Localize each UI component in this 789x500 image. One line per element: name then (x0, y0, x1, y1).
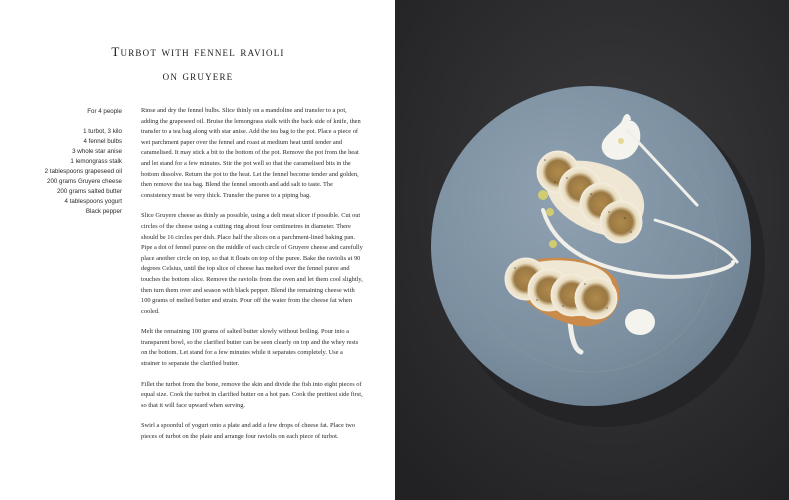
recipe-title-line-2: on gruyere (162, 68, 234, 83)
recipe-title (48, 40, 348, 88)
ingredient-item: 4 tablespoons yogurt (64, 198, 122, 205)
plate (431, 86, 751, 406)
method-paragraph: Melt the remaining 100 grams of salted butter slowly without boiling. Pour into a transparent bowl, so the clarified butter can be seen clearly on top and the whey rests on the bottom. Let stand for a few minutes while it separates completely. Use a strainer to separate the clarified butter. (141, 328, 359, 368)
method-paragraph: Fillet the turbot from the bone, remove the skin and divide the fish into eight pieces of equal size. Cook the turbot in clarified butter on a hot pan. Cook the prettiest side first, so that it will face upward when serving. (141, 380, 363, 409)
cheese-fat-drop (546, 208, 554, 216)
ingredient-item: 4 fennel bulbs (83, 138, 122, 145)
dish-photo (395, 0, 789, 500)
method-paragraph: Swirl a spoonful of yogurt onto a plate and add a few drops of cheese fat. Place two pieces of turbot on the plate and arrange four raviolis on each piece of turbot. (141, 422, 356, 441)
cheese-fat-drop (538, 190, 548, 200)
recipe-title-line-1: Turbot with fennel ravioli (111, 44, 285, 59)
method-text (141, 106, 363, 453)
cheese-fat-drop (549, 240, 557, 248)
ingredient-item: 2 tablespoons grapeseed oil (44, 168, 122, 175)
method-paragraph: Rinse and dry the fennel bulbs. Slice thinly on a mandoline and transfer to a pot, adding the grapeseed oil. Bruise the lemongrass stalk with the back side of knife, then transfer to a tea bag along with star anise. Add the tea bag to the pot. Place a piece of wet parchment paper over the fennel and roast at medium heat until tender and caramelised. It may stick a bit to the bottom of the pot. Remove the pot from the heat and let stand for a few minutes. Stir the pot well so that the caramelised bits in the bottom dissolve. Return the pot to the heat. Let the fennel become tender and golden, then remove the tea bag. Blend the fennel smooth and add salt to taste. The consistency must be very thick. Transfer the puree to a piping bag. (141, 107, 361, 199)
cheese-fat-drop (618, 138, 624, 144)
ingredient-item: 1 lemongrass stalk (70, 158, 122, 165)
method-paragraph: Slice Gruyere cheese as thinly as possible, using a deli meat slicer if possible. Cut out circles of the cheese using a cutting ring about four centimetres in diameter. There should be 16 circles per dish. Place half the slices on a parchment-lined baking pan. Pipe a dot of fennel puree on the middle of each circle of Gruyere cheese and carefully place another circle on top, so that it floats on top of the puree. Bake the raviolis at 90 degrees Celsius, until the top slice of cheese has melted over the fennel puree and touches the bottom slice. Remove the raviolis from the oven and let them cool slightly, then turn them over and season with black pepper. Blend the remaining cheese with 100 grams of melted butter and strain. Pour off the water from the cheese fat when cooled. (141, 212, 363, 315)
ingredient-item: 200 grams Gruyere cheese (47, 178, 122, 185)
ingredients-list (38, 107, 122, 217)
servings-note: For 4 people (87, 108, 122, 115)
ingredient-item: 3 whole star anise (72, 148, 122, 155)
yogurt-dot (625, 309, 655, 335)
ingredient-item: Black pepper (85, 208, 122, 215)
ingredient-item: 1 turbot, 3 kilo (83, 128, 122, 135)
ravioli (600, 201, 642, 243)
dish-photo-graphic (395, 0, 789, 500)
ravioli (575, 277, 617, 319)
ingredient-item: 200 grams salted butter (56, 188, 122, 195)
